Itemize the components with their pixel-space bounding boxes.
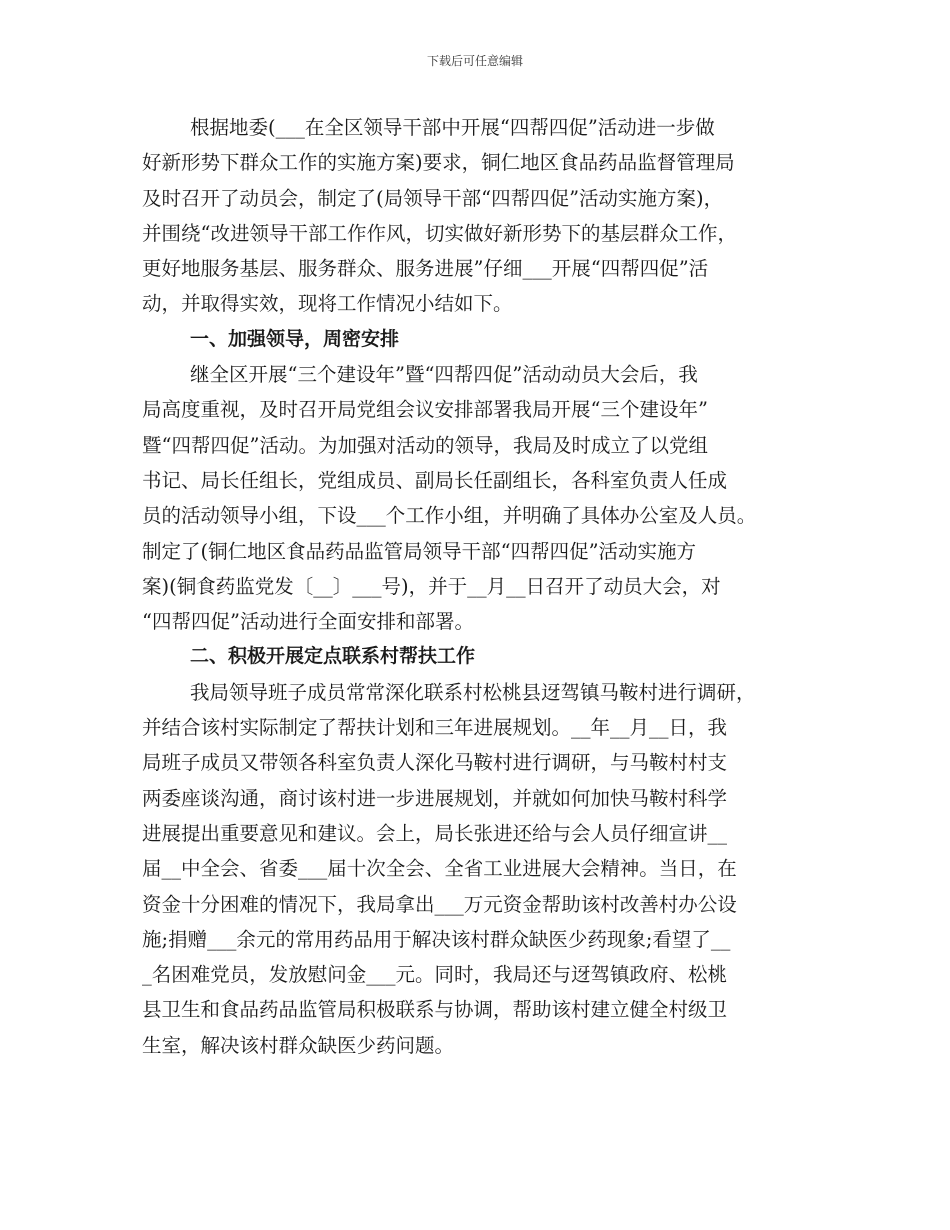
paragraph-line: 案)(铜食药监党发〔__〕___号)，并于__月__日召开了动员大会，对 xyxy=(142,574,721,598)
paragraph-line: 动，并取得实效，现将工作情况小结如下。 xyxy=(142,292,513,316)
page-header: 下载后可任意编辑 xyxy=(426,54,523,68)
section-heading: 二、积极开展定点联系村帮扶工作 xyxy=(190,645,476,668)
paragraph-first-line: 根据地委(___在全区领导干部中开展“四帮四促”活动进一步做 xyxy=(190,116,715,139)
paragraph-line: “四帮四促”活动进行全面安排和部署。 xyxy=(142,610,474,634)
paragraph-line: 生室，解决该村群众缺医少药问题。 xyxy=(142,1033,455,1057)
section-heading: 一、加强领导，周密安排 xyxy=(190,327,400,350)
paragraph-line: 局高度重视，及时召开局党组会议安排部署我局开展“三个建设年” xyxy=(142,398,708,422)
paragraph-line: 施;捐赠___余元的常用药品用于解决该村群众缺医少药现象;看望了__ xyxy=(142,927,731,951)
paragraph-line: _名困难党员，发放慰问金___元。同时，我局还与迓驾镇政府、松桃 xyxy=(142,963,728,987)
paragraph-line: 届__中全会、省委___届十次全会、全省工业进展大会精神。当日，在 xyxy=(142,857,737,881)
paragraph-first-line: 继全区开展“三个建设年”暨“四帮四促”活动动员大会后，我 xyxy=(190,363,698,387)
paragraph-line: 更好地服务基层、服务群众、服务进展”仔细___开展“四帮四促”活 xyxy=(142,257,709,281)
paragraph-first-line: 我局领导班子成员常常深化联系村松桃县迓驾镇马鞍村进行调研， xyxy=(190,680,756,704)
paragraph-line: 员的活动领导小组，下设___个工作小组，并明确了具体办公室及人员。 xyxy=(142,504,757,528)
paragraph-line: 局班子成员又带领各科室负责人深化马鞍村进行调研，与马鞍村村支 xyxy=(142,751,728,775)
paragraph-line: 县卫生和食品药品监管局积极联系与协调，帮助该村建立健全村级卫 xyxy=(142,998,728,1022)
paragraph-line: 并结合该村实际制定了帮扶计划和三年进展规划。__年__月__日，我 xyxy=(142,716,728,740)
paragraph-line: 两委座谈沟通，商讨该村进一步进展规划，并就如何加快马鞍村科学 xyxy=(142,786,728,810)
paragraph-line: 资金十分困难的情况下，我局拿出___万元资金帮助该村改善村办公设 xyxy=(142,892,737,916)
document-body xyxy=(142,110,814,1063)
paragraph-line: 并围绕“改进领导干部工作作风，切实做好新形势下的基层群众工作， xyxy=(142,221,737,245)
paragraph-line: 制定了(铜仁地区食品药品监管局领导干部“四帮四促”活动实施方 xyxy=(142,539,697,563)
paragraph-line: 好新形势下群众工作的实施方案)要求，铜仁地区食品药品监督管理局 xyxy=(142,151,735,175)
paragraph-line: 及时召开了动员会，制定了(局领导干部“四帮四促”活动实施方案)， xyxy=(142,186,724,210)
paragraph-line: 书记、局长任组长，党组成员、副局长任副组长，各科室负责人任成 xyxy=(142,468,728,492)
paragraph-line: 进展提出重要意见和建议。会上，局长张进还给与会人员仔细宣讲__ xyxy=(142,821,728,845)
paragraph-line: 暨“四帮四促”活动。为加强对活动的领导，我局及时成立了以党组 xyxy=(142,433,708,457)
